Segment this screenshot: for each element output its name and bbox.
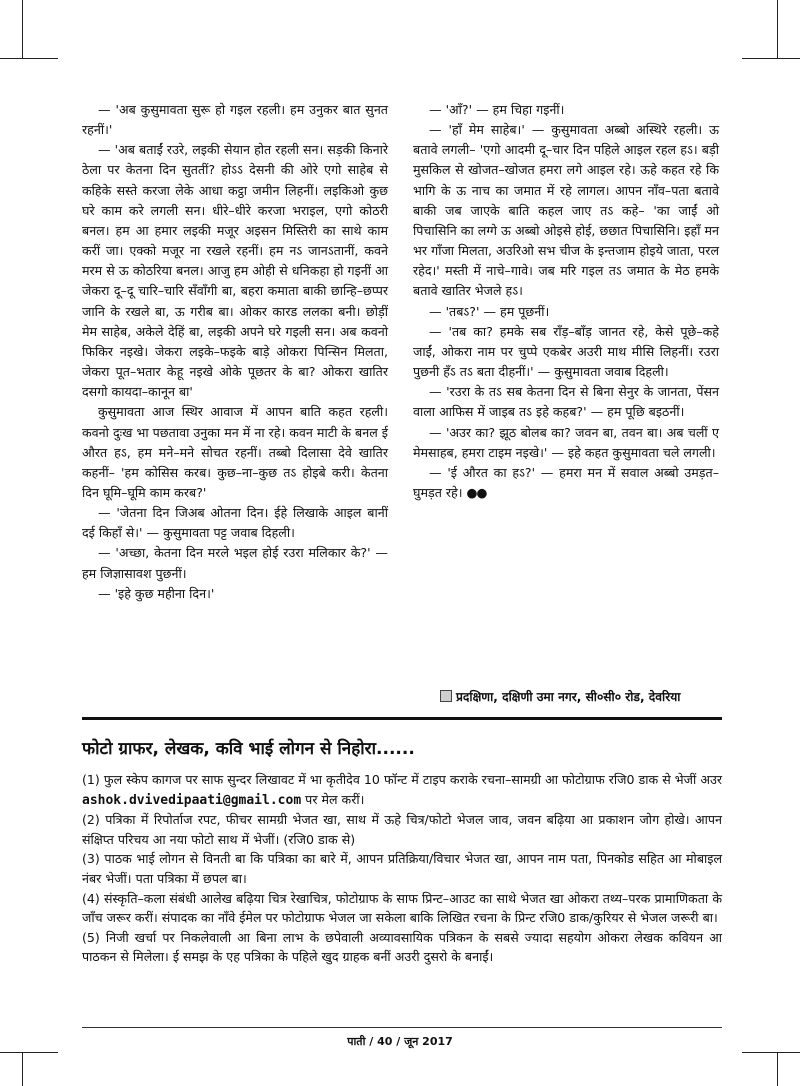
paragraph: — 'अब कुसुमावता सुरू हो गइल रहली। हम उनुकर बात सुनत रहनीं।' — [82, 102, 388, 138]
paragraph: — 'अब बताईं रउरे, लइकी सेयान होत रहली सन। सड़की किनारे ठेला पर केतना दिन सुततीं? होऽऽ देसनी की ओरे एगो साहेब से कहिके सस्ते करजा लेके आधा कट्ठा जमीन लिहनीं। लइकिओ कुछ घरे काम करे लगली सन। धीरे–धीरे करजा भराइल, एगो कोठरी बनल। हम आ हमार लइकी मजूर अइसन मिस्तिरी का साथे काम करीं जा। एक्को मजूर ना रखले रहनीं। हम नऽ जानऽतानीं, कवने मरम से ऊ कोठरिया बनल। आजु हम ओही से धनिकहा हो गइनीं आ जेकरा दू–दू चारि–चारि सँवाँगी बा, बहरा कमाता बाकी छान्हि–छप्पर जानि के रखले बा, ऊ गरीब बा। ओकर कारड ललका बनी। छोड़ीं मेम साहेब, अकेले देहिं बा, लइकी अपने घरे गइली सन। अब कवनो फिकिर नइखे। जेकरा लइके–फइके बाड़े ओकरा पिन्सिन मिलता, जेकरा पूत–भतार केहू नइखे ओके पूछतर के बा? ओकरा खातिर दसगो कायदा–कानून बा' — [82, 142, 388, 400]
crop-mark — [0, 58, 58, 59]
paragraph: — 'इहे कुछ महीना दिन।' — [98, 585, 215, 601]
author-byline — [440, 688, 740, 705]
paragraph: कुसुमावता आज स्थिर आवाज में आपन बाति कहत रहली। कवनो दुःख भा पछतावा उनुका मन में ना रहे। कवन माटी के बनल ई औरत हऽ, हम मने–मने सोचत रहनीं। तब्बो दिलासा देवे खातिर कहनीं– 'हम कोसिस करब। कुछ–ना–कुछ तऽ होइबे करी। केतना दिन घूमि–घूमि काम करब?' — [82, 404, 388, 500]
paragraph: — 'अच्छा, केतना दिन मरले भइल होई रउरा मलिकार के?' — हम जिज्ञासावश पुछनीं। — [82, 545, 388, 581]
notice-item-text: (1) फुल स्केप कागज पर साफ सुन्दर लिखावट में भा कृतीदेव 10 फॉन्ट में टाइप कराके रचना–सामग्री आ फोटोग्राफ रजि0 डाक से भेजीं अउर — [82, 772, 722, 787]
paragraph: — 'तबऽ?' — हम पूछनीं। — [429, 303, 550, 319]
paragraph: — 'अउर का? झूठ बोलब का? जवन बा, तवन बा। अब चलीं ए मेमसाहब, हमरा टाइम नइखे।' — इहे कहत कुसुमावता चले लगली। — [413, 424, 719, 460]
notice-body — [82, 770, 722, 967]
notice-heading: फोटो ग्राफर, लेखक, कवि भाई लोगन से निहोरा...... — [82, 739, 415, 759]
paragraph — [413, 463, 719, 503]
paragraph: — 'हाँ मेम साहेब।' — कुसुमावता अब्बो अस्थिरे रहली। ऊ बतावे लगली– 'एगो आदमी दू–चार दिन पहिले आइल रहल हऽ। बड़ी मुसकिल से खोजत–खोजत हमरा लगे आइल रहे। ऊहे कहत रहे कि भागि के ऊ नाच का जमात में रहे लागल। आपन नाँव–पता बतावे बाकी जब जाएके बाति कहल जाए तऽ कहे– 'का जाईं ओ पिचासिनि का लग्गे ऊ अब्बो ओइसे होई, छछात पिचासिनि। इहाँ मन भर गाँजा मिलता, अउरिओ सभ चीज के इन्तजाम होइये जाता, परल रहेद।' मस्ती में नाचे–गावे। जब मरि गइल तऽ जमात के मेठ हमके बतावे खातिर भेजले हऽ। — [413, 122, 719, 299]
notice-item: (2) पत्रिका में रिपोर्ताज रपट, फीचर सामग्री भेजत खा, साथ में ऊहे चित्र/फोटो भेजल जाव, जवन बढ़िया आ प्रकाशन जोग होखे। आपन संक्षिप्त परिचय आ नया फोटो साथ में भेजीं। (रजि0 डाक से) — [82, 812, 722, 847]
author-address: प्रदक्षिणा, दक्षिणी उमा नगर, सी०सी० रोड, देवरिया — [456, 690, 681, 704]
notice-item-text: पर मेल करीं। — [301, 791, 365, 807]
paragraph: — 'रउरा के तऽ सब केतना दिन से बिना सेनुर के जानता, पेंसन वाला आफिस में जाइब तऽ इहे कहब?' — हम पूछि बइठनीं। — [413, 384, 719, 420]
crop-mark — [777, 0, 778, 58]
paragraph: — 'आँ?' — हम चिहा गइनीं। — [429, 102, 565, 117]
notice-item: (5) निजी खर्चा पर निकलेवाली आ बिना लाभ के छपेवाली अव्यावसायिक पत्रिकन के सबसे ज्यादा सहयोग ओकरा लेखक कवियन आ पाठकन से मिलेला। ई समझ के एह पत्रिका के पहिले खुद ग्राहक बनीं अउरी दुसरो के बनाईं। — [82, 929, 722, 965]
notice-item — [82, 770, 722, 810]
paragraph: — 'जेतना दिन जिअब ओतना दिन। ईहे लिखाके आइल बानीं दई किहाँ से।' — कुसुमावता पट्ट जवाब दिहली। — [82, 505, 388, 541]
crop-mark — [742, 1052, 800, 1053]
crop-mark — [777, 1052, 778, 1086]
crop-mark — [742, 58, 800, 59]
notice-item: (4) संस्कृति–कला संबंधी आलेख बढ़िया चित्र रेखाचित्र, फोटोग्राफ के साफ प्रिन्ट–आउट का साथे भेजत खा ओकरा तथ्य–परक प्रामाणिकता के जाँच जरूर करीं। संपादक का नाँवे ईमेल पर फोटोग्राफ भेजल जा सकेला बाकि लिखित रचना के प्रिन्ट रजि0 डाक/कुरियर से भेजल जरूरी बा। — [82, 890, 722, 926]
footer-divider — [82, 1027, 722, 1028]
crop-mark — [22, 0, 23, 58]
section-divider — [82, 717, 722, 720]
page-footer: पाती / 40 / जून 2017 — [347, 1035, 453, 1048]
crop-mark — [0, 1052, 58, 1053]
end-mark: ●● — [466, 484, 487, 500]
paragraph-text: — 'ई औरत का हऽ?' — हमरा मन में सवाल अब्बो उमड़त–घुमड़त रहे। — [413, 464, 719, 500]
crop-mark — [22, 1052, 23, 1086]
email-link[interactable]: ashok.dvivedipaati@gmail.com — [82, 792, 302, 808]
notice-item: (3) पाठक भाई लोगन से विनती बा कि पत्रिका का बारे में, आपन प्रतिक्रिया/विचार भेजत खा, आपन नाम पता, पिनकोड सहित आ मोबाइल नंबर भेजीं। पता पत्रिका में छपल बा। — [82, 851, 722, 886]
story-column-left — [82, 100, 388, 604]
bullet-box-icon — [440, 690, 452, 702]
paragraph: — 'तब का? हमके सब राँड़–बाँड़ जानत रहे, केसे पूछे–कहे जाईं, ओकरा नाम पर चुप्पे एकबेर अउरी माथ मीसि लिहनीं। रउरा पुछनी हँऽ तऽ बता दीहनीं।' — कुसुमावता जवाब दिहली। — [413, 323, 719, 380]
story-column-right — [413, 100, 719, 503]
